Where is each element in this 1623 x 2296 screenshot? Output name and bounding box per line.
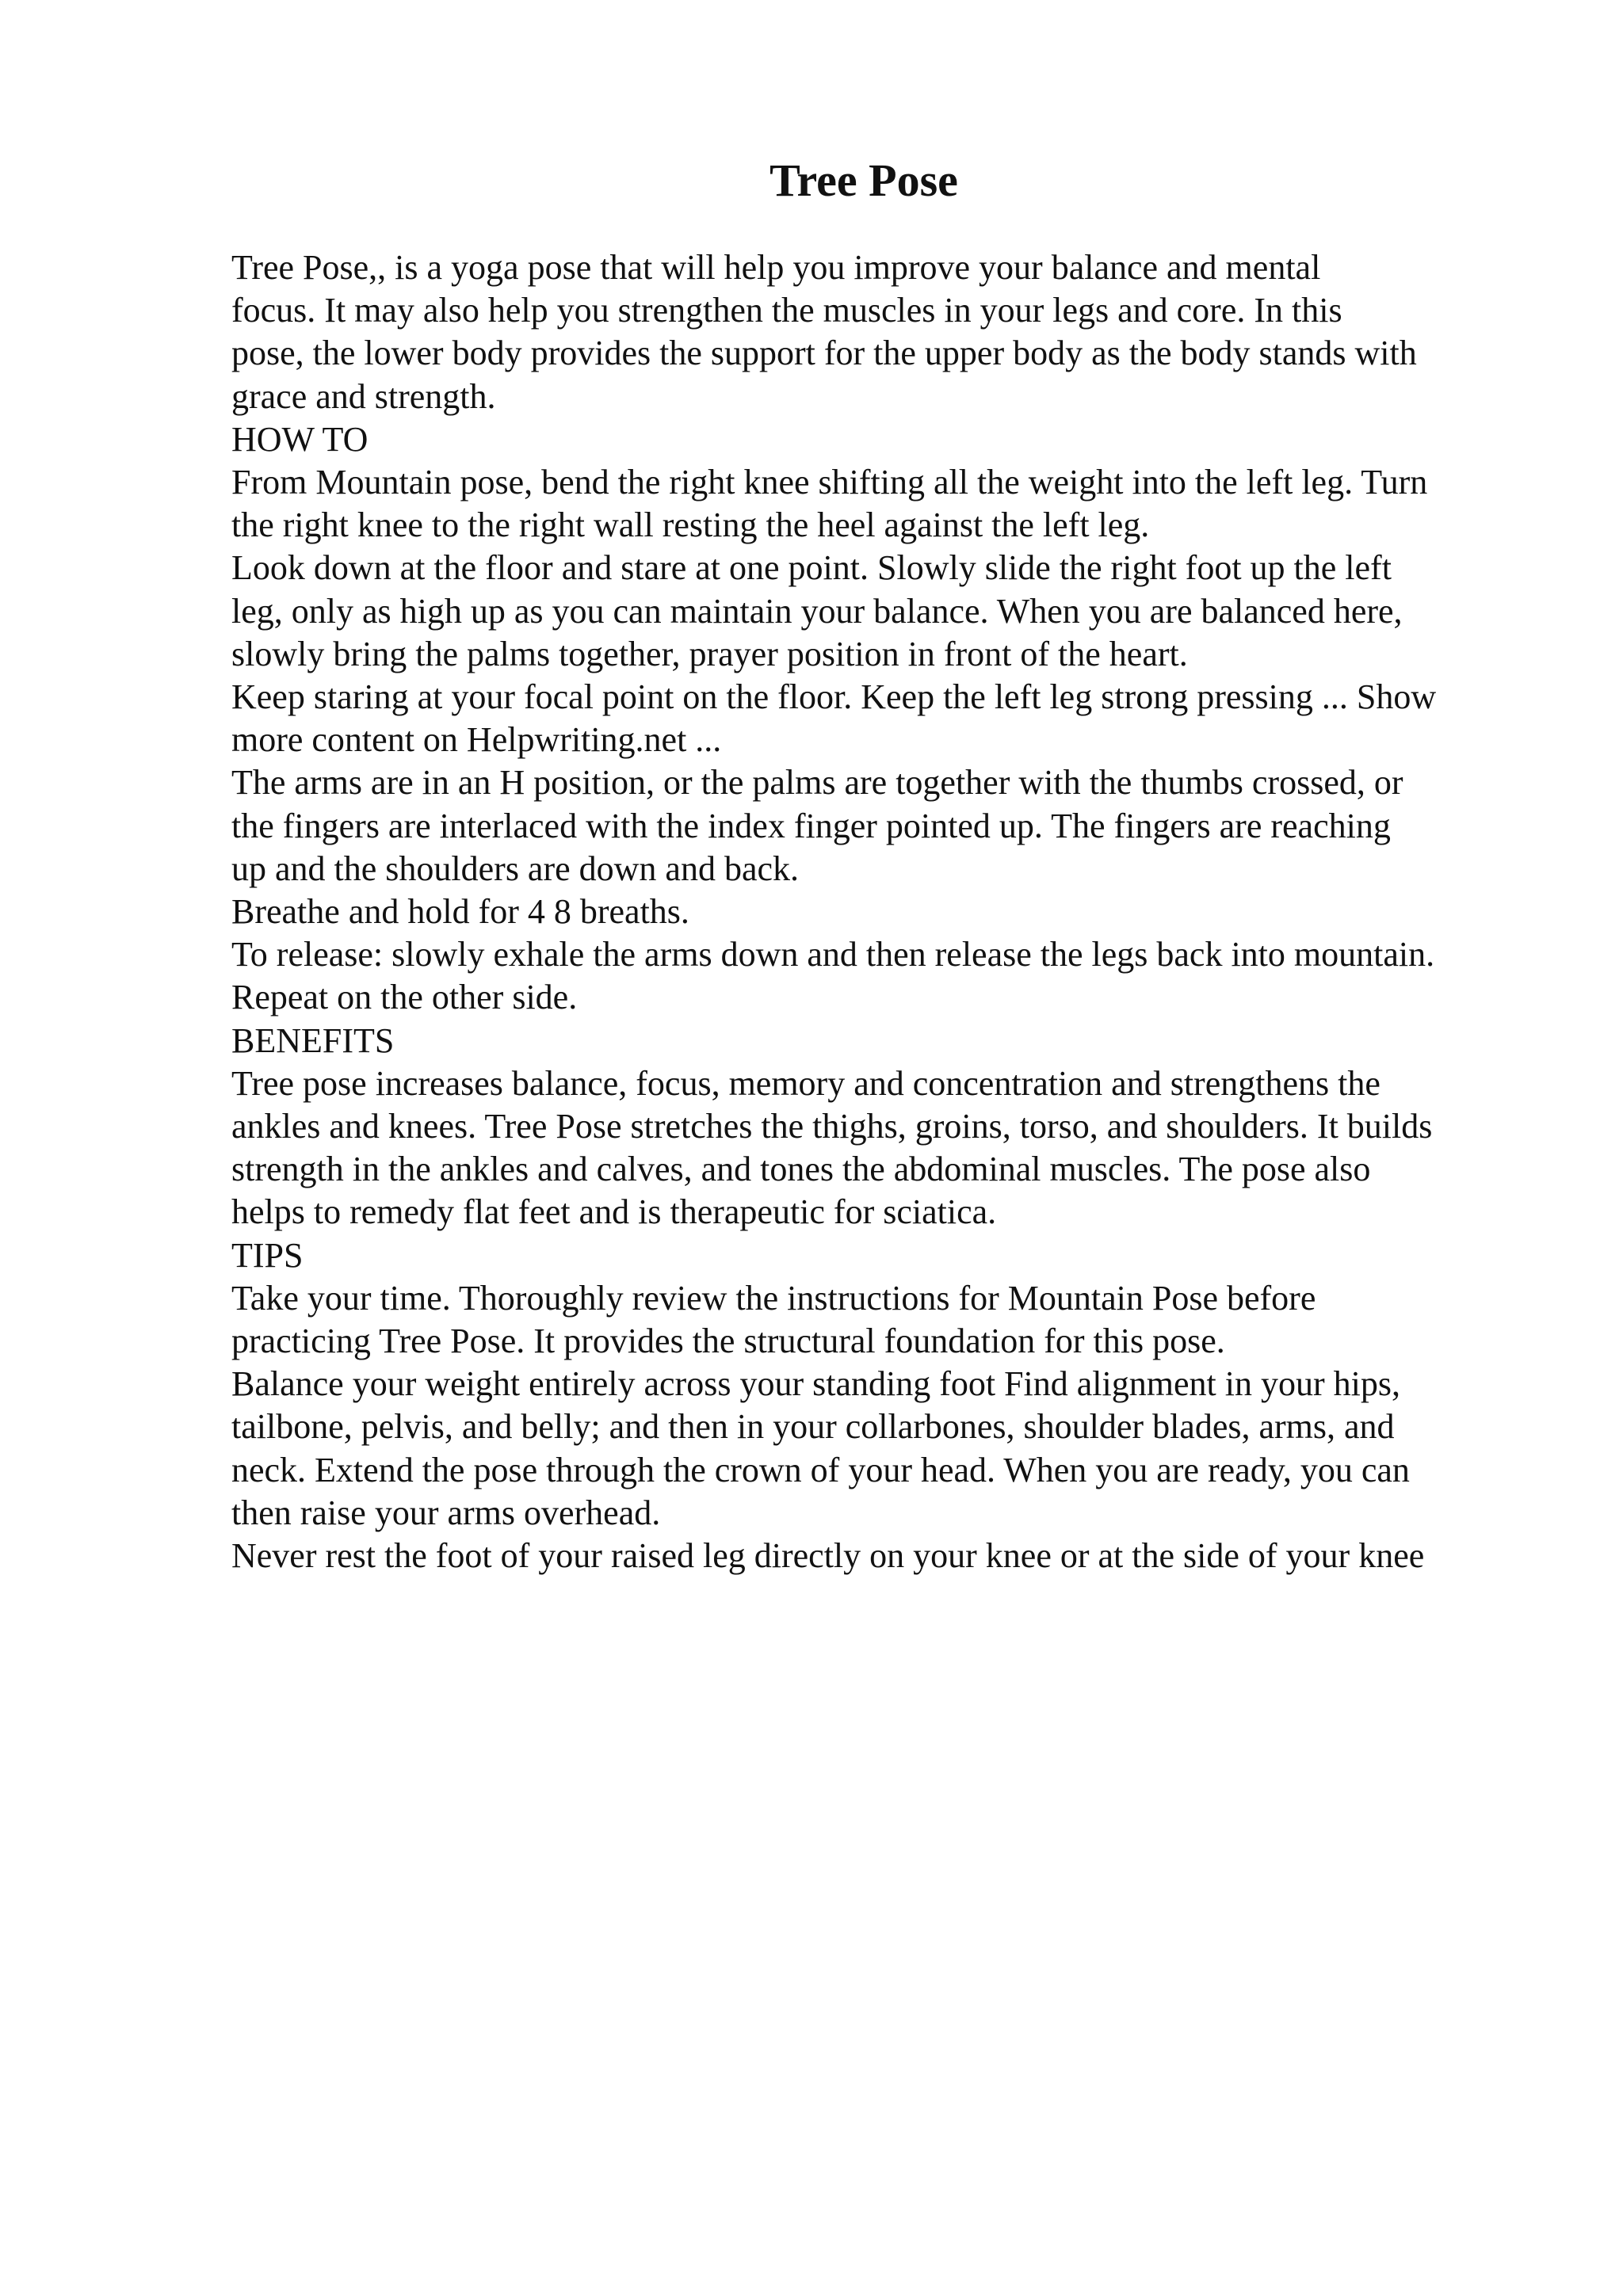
text-line: Never rest the foot of your raised leg directly on your knee or at the side of your knee (231, 1536, 1425, 1576)
text-line: strength in the ankles and calves, and tones the abdominal muscles. The pose also (231, 1150, 1371, 1189)
text-line: Tree pose increases balance, focus, memory and concentration and strengthens the (231, 1063, 1381, 1103)
text-line: practicing Tree Pose. It provides the structural foundation for this pose. (231, 1322, 1225, 1361)
text-line: pose, the lower body provides the support for the upper body as the body stands with (231, 334, 1417, 373)
text-line: Take your time. Thoroughly review the instructions for Mountain Pose before (231, 1278, 1316, 1318)
text-line: leg, only as high up as you can maintain your balance. When you are balanced here, (231, 591, 1403, 631)
text-line: Balance your weight entirely across your standing foot Find alignment in your hips, (231, 1364, 1400, 1404)
page-title: Tree Pose (769, 154, 958, 206)
text-line: then raise your arms overhead. (231, 1493, 661, 1532)
text-line: neck. Extend the pose through the crown of your head. When you are ready, you can (231, 1450, 1410, 1489)
section-heading-tips: TIPS (231, 1235, 304, 1275)
text-line: more content on Helpwriting.net ... (231, 720, 722, 760)
text-line: slowly bring the palms together, prayer position in front of the heart. (231, 634, 1188, 673)
text-line: From Mountain pose, bend the right knee shifting all the weight into the left leg. Turn (231, 463, 1428, 502)
text-line: Keep staring at your focal point on the floor. Keep the left leg strong pressing ... Show (231, 677, 1437, 717)
document-body (231, 246, 1531, 1577)
text-line: tailbone, pelvis, and belly; and then in your collarbones, shoulder blades, arms, and (231, 1407, 1395, 1447)
text-line: The arms are in an H position, or the palms are together with the thumbs crossed, or (231, 763, 1403, 803)
text-line: ankles and knees. Tree Pose stretches the thighs, groins, torso, and shoulders. It builds (231, 1107, 1433, 1146)
text-line: To release: slowly exhale the arms down and then release the legs back into mountain. (231, 935, 1435, 974)
text-line: helps to remedy flat feet and is therapeutic for sciatica. (231, 1192, 997, 1232)
section-heading-benefits: BENEFITS (231, 1020, 395, 1060)
text-line: the right knee to the right wall resting the heel against the left leg. (231, 505, 1150, 545)
text-line: grace and strength. (231, 376, 496, 416)
text-line: Tree Pose,, is a yoga pose that will help you improve your balance and mental (231, 248, 1321, 287)
text-line: Repeat on the other side. (231, 978, 578, 1017)
text-line: up and the shoulders are down and back. (231, 849, 800, 888)
text-line: Look down at the floor and stare at one point. Slowly slide the right foot up the left (231, 548, 1392, 588)
text-line: focus. It may also help you strengthen the muscles in your legs and core. In this (231, 291, 1342, 330)
text-line: Breathe and hold for 4 8 breaths. (231, 892, 689, 932)
text-line: the fingers are interlaced with the index finger pointed up. The fingers are reaching (231, 806, 1391, 845)
section-heading-how-to: HOW TO (231, 419, 369, 459)
